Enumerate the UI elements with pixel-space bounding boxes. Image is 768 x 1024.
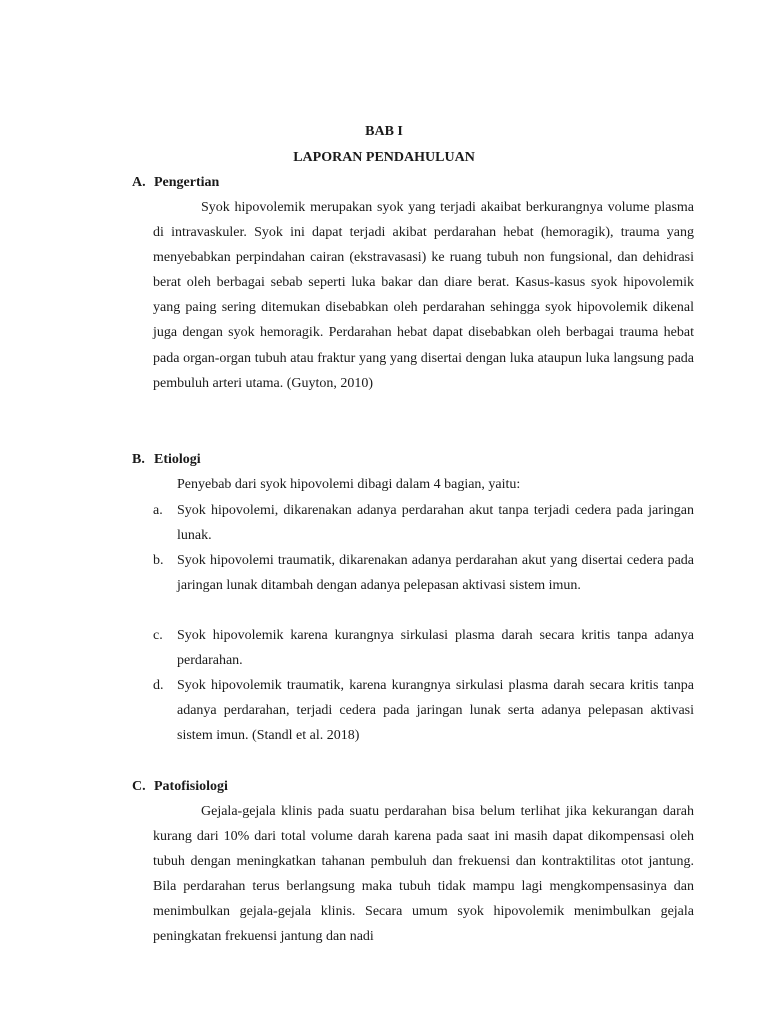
list-marker: b. <box>153 553 164 568</box>
chapter-number: BAB I <box>365 124 403 139</box>
etiologi-intro: Penyebab dari syok hipovolemi dibagi dalam 4 bagian, yaitu: <box>177 477 521 492</box>
list-item <box>153 498 694 548</box>
pengertian-paragraph <box>153 195 694 396</box>
section-title: Patofisiologi <box>154 779 228 794</box>
list-item <box>153 623 694 673</box>
list-item-text: Syok hipovolemik karena kurangnya sirkulasi plasma darah secara kritis tanpa adanya perdarahan. <box>177 628 694 669</box>
patofisiologi-paragraph <box>153 799 694 950</box>
document-title: LAPORAN PENDAHULUAN <box>293 150 475 165</box>
section-letter: C. <box>132 779 146 794</box>
section-heading-patofisiologi <box>132 777 228 797</box>
list-item <box>153 548 694 598</box>
section-heading-pengertian <box>132 173 219 193</box>
list-item <box>153 673 694 748</box>
section-title: Etiologi <box>154 452 201 467</box>
list-item-text: Syok hipovolemi traumatik, dikarenakan adanya perdarahan akut yang disertai cedera pada jaringan lunak ditambah dengan adanya pelepasan aktivasi sistem imun. <box>177 553 694 594</box>
list-marker: a. <box>153 503 163 518</box>
paragraph-text: Syok hipovolemik merupakan syok yang terjadi akaibat berkurangnya volume plasma di intravaskuler. Syok ini dapat terjadi akibat perdarahan hebat (hemoragik), trauma yang menyebabkan perpindahan cairan (ekstravasasi) ke ruang tubuh non fungsional, dan dehidrasi berat oleh berbagai sebab seperti luka bakar dan diare berat. Kasus-kasus syok hipovolemik yang paing sering ditemukan disebabkan oleh perdarahan sehingga syok hipovolemik dikenal juga dengan syok hemoragik. Perdarahan hebat dapat disebabkan oleh berbagai trauma hebat pada organ-organ tubuh atau fraktur yang yang disertai dengan luka ataupun luka langsung pada pembuluh arteri utama. (Guyton, 2010) <box>153 200 694 391</box>
list-item-text: Syok hipovolemi, dikarenakan adanya perdarahan akut tanpa terjadi cedera pada jaringan lunak. <box>177 503 694 544</box>
list-item-text: Syok hipovolemik traumatik, karena kurangnya sirkulasi plasma darah secara kritis tanpa adanya perdarahan, terjadi cedera pada jaringan lunak serta adanya pelepasan aktivasi sistem imun. (Standl et al. 2018) <box>177 678 694 744</box>
list-marker: c. <box>153 628 163 643</box>
list-marker: d. <box>153 678 164 693</box>
section-heading-etiologi <box>132 450 201 470</box>
section-letter: B. <box>132 452 145 467</box>
section-letter: A. <box>132 175 146 190</box>
paragraph-text: Gejala-gejala klinis pada suatu perdarahan bisa belum terlihat jika kekurangan darah kurang dari 10% dari total volume darah karena pada saat ini masih dapat dikompensasi oleh tubuh dengan meningkatkan tahanan pembuluh dan frekuensi dan kontraktilitas otot jantung. Bila perdarahan terus berlangsung maka tubuh tidak mampu lagi mengkompensasinya dan menimbulkan gejala-gejala klinis. Secara umum syok hipovolemik menimbulkan gejala peningkatan frekuensi jantung dan nadi <box>153 804 694 945</box>
section-title: Pengertian <box>154 175 220 190</box>
